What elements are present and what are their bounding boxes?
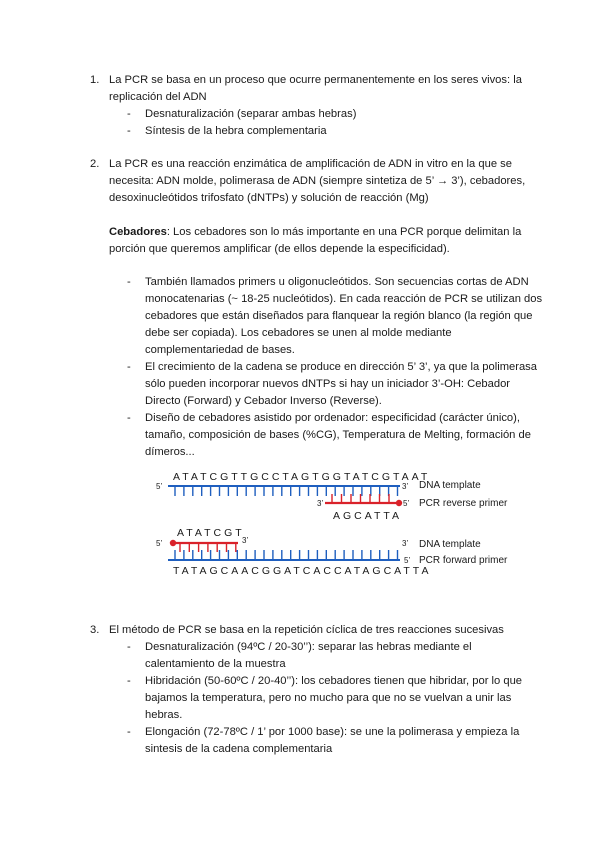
bullet-text: sólo pueden incorporar nuevos dNTPs si hay un iniciador 3’-OH: Cebador	[145, 378, 511, 390]
primer-bonds	[332, 494, 389, 503]
primer-three-prime-label: 3’	[317, 499, 324, 508]
template-legend: DNA template	[419, 480, 481, 491]
item-number: 3.	[90, 624, 100, 636]
primer-end-dot	[396, 500, 402, 506]
bullet-text: hebras.	[145, 709, 183, 721]
text-line: necesita: ADN molde, polimerasa de ADN (siempre sintetiza de 5’ → 3’), cebadores,	[109, 175, 526, 187]
item-number: 2.	[90, 158, 100, 170]
bullet-text: Hibridación (50-60ºC / 20-40’’): los cebadores tienen que hibridar, por lo que	[145, 675, 523, 687]
bullet-text: debe ser copiada). Los cebadores se unen al molde mediante	[145, 327, 452, 339]
bullet-text: bajamos la temperatura, pero no mucho para que no se vuelvan a unir las	[145, 692, 512, 704]
text-line: desoxinucleótidos trifosfato (dNTPs) y solución de reacción (Mg)	[109, 192, 429, 204]
item-number: 1.	[90, 74, 100, 86]
five-prime-label: 5’	[156, 539, 163, 548]
bullet-text: dímeros...	[145, 446, 195, 458]
text-line: La PCR se basa en un proceso que ocurre permanentemente en los seres vivos: la	[109, 74, 522, 86]
bullet-text: tamaño, composición de bases (%CG), Temperatura de Melting, formación de	[145, 429, 531, 441]
bullet-dash: -	[127, 726, 131, 738]
primer-bonds	[180, 543, 236, 552]
template-sequence: ATATCGTTGCCTAGTGGTATCGTAAT	[173, 471, 431, 483]
cebadores-label: Cebadores	[109, 226, 167, 238]
five-prime-label: 5’	[156, 482, 163, 491]
bullet-text: Desnaturalización (separar ambas hebras)	[145, 108, 357, 120]
bullet-dash: -	[127, 412, 131, 424]
three-prime-label: 3’	[402, 482, 409, 491]
bullet-text: Directo (Forward) y Cebador Inverso (Reverse).	[145, 395, 382, 407]
bullet-text: También llamados primers u oligonucleótidos. Son secuencias cortas de ADN	[145, 276, 529, 288]
bullet-text: El crecimiento de la cadena se produce en dirección 5’ 3’, ya que la polimerasa	[145, 361, 537, 373]
primer-legend: PCR forward primer	[419, 555, 508, 566]
bullet-dash: -	[127, 641, 131, 653]
forward-primer-panel	[156, 527, 508, 577]
primer-three-prime-label: 3’	[242, 536, 249, 545]
primer-sequence: AGCATTA	[333, 510, 403, 522]
bullet-dash: -	[127, 108, 131, 120]
primer-legend: PCR reverse primer	[419, 498, 508, 509]
strand-five-prime-label: 5’	[404, 556, 411, 565]
bullet-text: calentamiento de la muestra	[145, 658, 286, 670]
template-legend: DNA template	[419, 539, 481, 550]
bullet-dash: -	[127, 276, 131, 288]
primer-five-prime-label: 5’	[403, 499, 410, 508]
bullet-text: complementariedad de bases.	[145, 344, 295, 356]
bullet-dash: -	[127, 125, 131, 137]
bullet-text: Elongación (72-78ºC / 1’ por 1000 base): se une la polimerasa y empieza la	[145, 726, 520, 738]
text-line: replicación del ADN	[109, 91, 207, 103]
bullet-text: Desnaturalización (94ºC / 20-30’’): separar las hebras mediante el	[145, 641, 472, 653]
text-line: : Los cebadores son lo más importante en una PCR porque delimitan la	[166, 226, 522, 238]
bullet-text: monocatenarias (~ 18-25 nucleótidos). En cada reacción de PCR se utilizan dos	[145, 293, 543, 305]
primer-sequence: ATATCGT	[177, 527, 245, 539]
reverse-primer-panel	[156, 471, 508, 522]
text-line: El método de PCR se basa en la repetición cíclica de tres reacciones sucesivas	[109, 624, 504, 636]
bullet-text: Diseño de cebadores asistido por ordenador: especificidad (carácter único),	[145, 412, 520, 424]
bullet-text: sintesis de la cadena complementaria	[145, 743, 333, 755]
template-sequence: TATAGCAACGGATCACCATAGCATTA	[173, 565, 432, 577]
bullet-text: cebadores que están diseñados para flanquear la región blanco (la región que	[145, 310, 533, 322]
text-line: porción que queremos amplificar (de ellos depende la especificidad).	[109, 243, 450, 255]
bullet-text: Síntesis de la hebra complementaria	[145, 125, 327, 137]
three-prime-label: 3’	[402, 539, 409, 548]
text-line: La PCR es una reacción enzimática de amplificación de ADN in vitro en la que se	[109, 158, 512, 170]
template-bonds	[175, 486, 398, 496]
bullet-dash: -	[127, 361, 131, 373]
bullet-dash: -	[127, 675, 131, 687]
